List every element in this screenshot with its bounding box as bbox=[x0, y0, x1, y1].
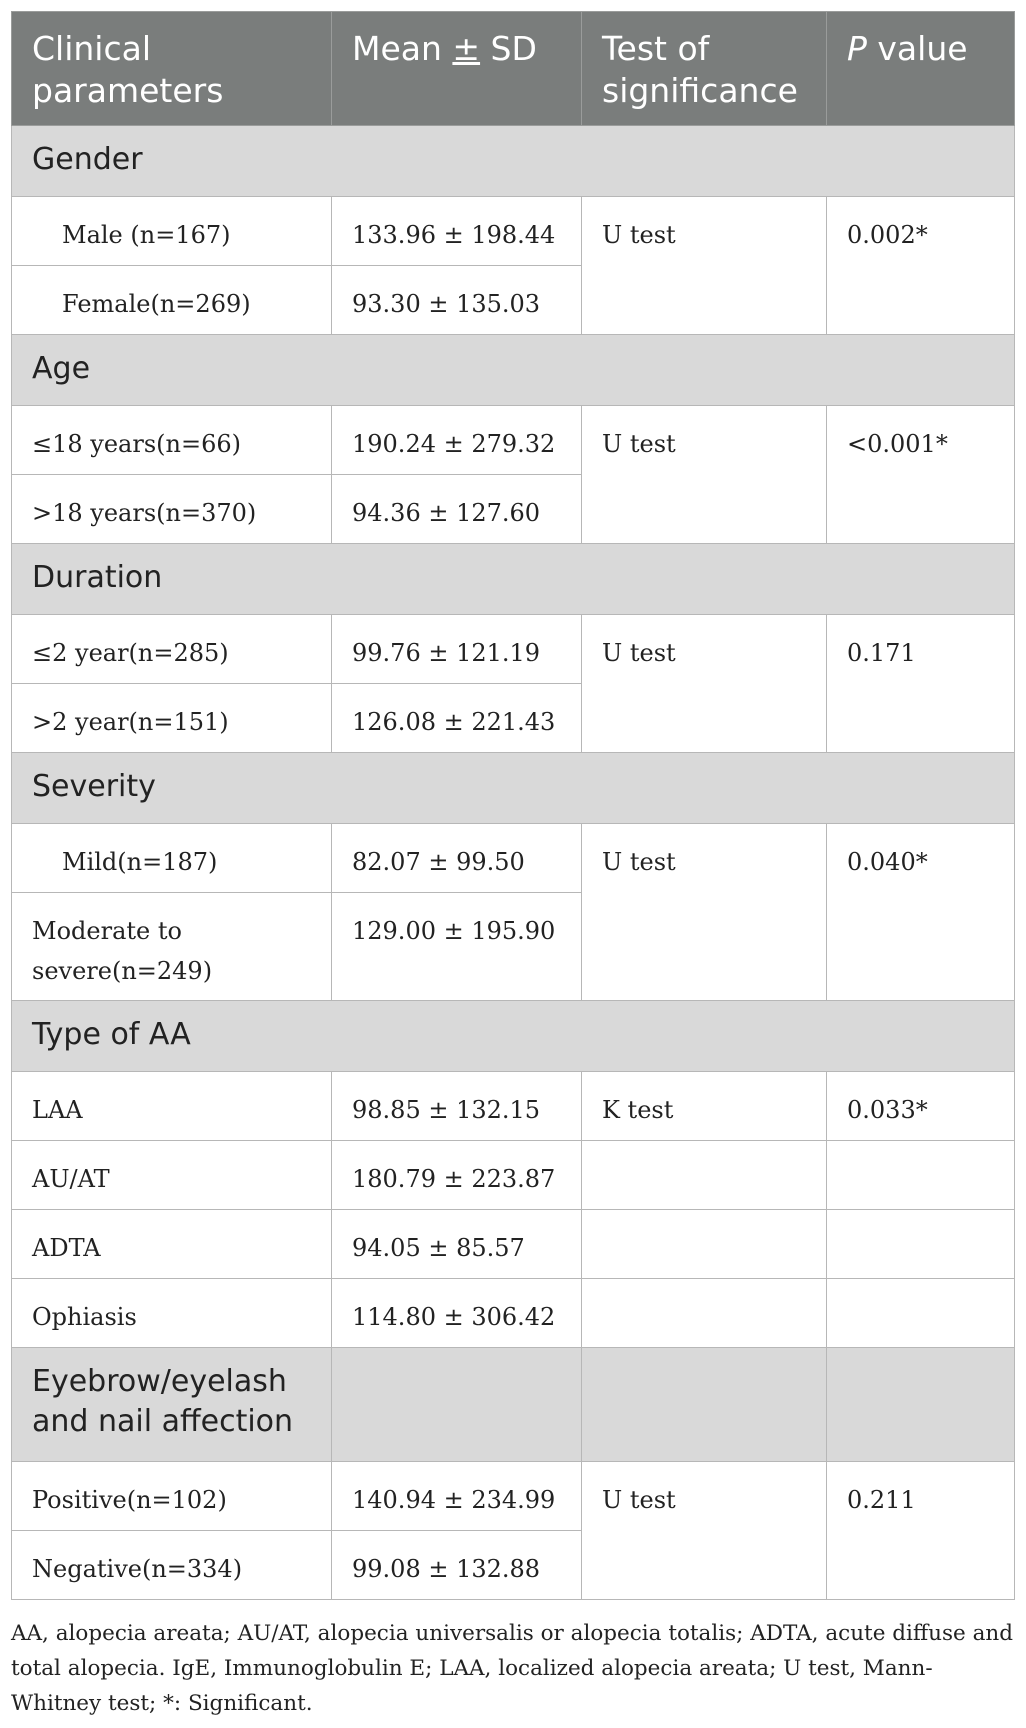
row-test: U test bbox=[582, 824, 827, 1001]
section-empty-cell bbox=[827, 1348, 1015, 1462]
row-test: U test bbox=[582, 197, 827, 335]
row-test: U test bbox=[582, 1462, 827, 1600]
row-label: Female(n=269) bbox=[12, 266, 332, 335]
row-mean-sd: 94.05 ± 85.57 bbox=[332, 1210, 582, 1279]
section-title: Duration bbox=[12, 544, 1015, 615]
row-mean-sd: 190.24 ± 279.32 bbox=[332, 406, 582, 475]
row-p-value: 0.040* bbox=[827, 824, 1015, 1001]
row-test-empty bbox=[582, 1279, 827, 1348]
row-p-value: 0.002* bbox=[827, 197, 1015, 335]
row-p-value-empty bbox=[827, 1210, 1015, 1279]
row-mean-sd: 129.00 ± 195.90 bbox=[332, 893, 582, 1001]
table-row bbox=[12, 1141, 1015, 1210]
row-label: ADTA bbox=[12, 1210, 332, 1279]
section-duration bbox=[12, 544, 1015, 615]
table-footnote: AA, alopecia areata; AU/AT, alopecia universalis or alopecia totalis; ADTA, acute diffuse and total alopecia. IgE, Immunoglobulin E; LAA, localized alopecia areata; U test, Mann-Whitney test; *: Significant. bbox=[11, 1621, 1014, 1716]
table-row bbox=[12, 1462, 1015, 1531]
row-label: ≤18 years(n=66) bbox=[12, 406, 332, 475]
row-mean-sd: 126.08 ± 221.43 bbox=[332, 684, 582, 753]
table-row bbox=[12, 824, 1015, 893]
row-mean-sd: 99.76 ± 121.19 bbox=[332, 615, 582, 684]
section-title: Eyebrow/eyelash and nail affection bbox=[12, 1348, 332, 1462]
row-label: Ophiasis bbox=[12, 1279, 332, 1348]
row-mean-sd: 98.85 ± 132.15 bbox=[332, 1072, 582, 1141]
row-label: Male (n=167) bbox=[12, 197, 332, 266]
row-p-value: <0.001* bbox=[827, 406, 1015, 544]
row-label: >2 year(n=151) bbox=[12, 684, 332, 753]
header-clinical-parameters: Clinical parameters bbox=[12, 12, 332, 126]
section-title: Age bbox=[12, 335, 1015, 406]
section-empty-cell bbox=[332, 1348, 582, 1462]
table-row bbox=[12, 197, 1015, 266]
row-p-value-empty bbox=[827, 1279, 1015, 1348]
row-mean-sd: 114.80 ± 306.42 bbox=[332, 1279, 582, 1348]
row-test-empty bbox=[582, 1210, 827, 1279]
row-p-value: 0.171 bbox=[827, 615, 1015, 753]
row-label: ≤2 year(n=285) bbox=[12, 615, 332, 684]
row-label: Negative(n=334) bbox=[12, 1531, 332, 1600]
section-title: Gender bbox=[12, 126, 1015, 197]
row-p-value-empty bbox=[827, 1141, 1015, 1210]
table-row bbox=[12, 1210, 1015, 1279]
row-mean-sd: 133.96 ± 198.44 bbox=[332, 197, 582, 266]
row-mean-sd: 82.07 ± 99.50 bbox=[332, 824, 582, 893]
row-mean-sd: 180.79 ± 223.87 bbox=[332, 1141, 582, 1210]
table-row bbox=[12, 1072, 1015, 1141]
section-title: Type of AA bbox=[12, 1001, 1015, 1072]
header-test-of-significance: Test of significance bbox=[582, 12, 827, 126]
row-label: >18 years(n=370) bbox=[12, 475, 332, 544]
section-type-of-aa bbox=[12, 1001, 1015, 1072]
row-label: Moderate to severe(n=249) bbox=[12, 893, 332, 1001]
row-label: Mild(n=187) bbox=[12, 824, 332, 893]
clinical-parameters-table bbox=[11, 11, 1015, 1600]
table-row bbox=[12, 615, 1015, 684]
row-test: U test bbox=[582, 615, 827, 753]
row-test: U test bbox=[582, 406, 827, 544]
row-label: Positive(n=102) bbox=[12, 1462, 332, 1531]
header-mean-sd: Mean ± SD bbox=[332, 12, 582, 126]
section-gender bbox=[12, 126, 1015, 197]
results-table-container bbox=[11, 11, 1014, 1600]
row-p-value: 0.211 bbox=[827, 1462, 1015, 1600]
section-empty-cell bbox=[582, 1348, 827, 1462]
section-age bbox=[12, 335, 1015, 406]
row-p-value: 0.033* bbox=[827, 1072, 1015, 1141]
row-label: LAA bbox=[12, 1072, 332, 1141]
row-test-empty bbox=[582, 1141, 827, 1210]
section-title: Severity bbox=[12, 753, 1015, 824]
section-eyebrow-eyelash-nail bbox=[12, 1348, 1015, 1462]
row-label: AU/AT bbox=[12, 1141, 332, 1210]
table-row bbox=[12, 1279, 1015, 1348]
table-header-row bbox=[12, 12, 1015, 126]
row-mean-sd: 140.94 ± 234.99 bbox=[332, 1462, 582, 1531]
section-severity bbox=[12, 753, 1015, 824]
row-mean-sd: 93.30 ± 135.03 bbox=[332, 266, 582, 335]
table-row bbox=[12, 406, 1015, 475]
row-mean-sd: 99.08 ± 132.88 bbox=[332, 1531, 582, 1600]
row-mean-sd: 94.36 ± 127.60 bbox=[332, 475, 582, 544]
row-test: K test bbox=[582, 1072, 827, 1141]
header-p-value: P value bbox=[827, 12, 1015, 126]
